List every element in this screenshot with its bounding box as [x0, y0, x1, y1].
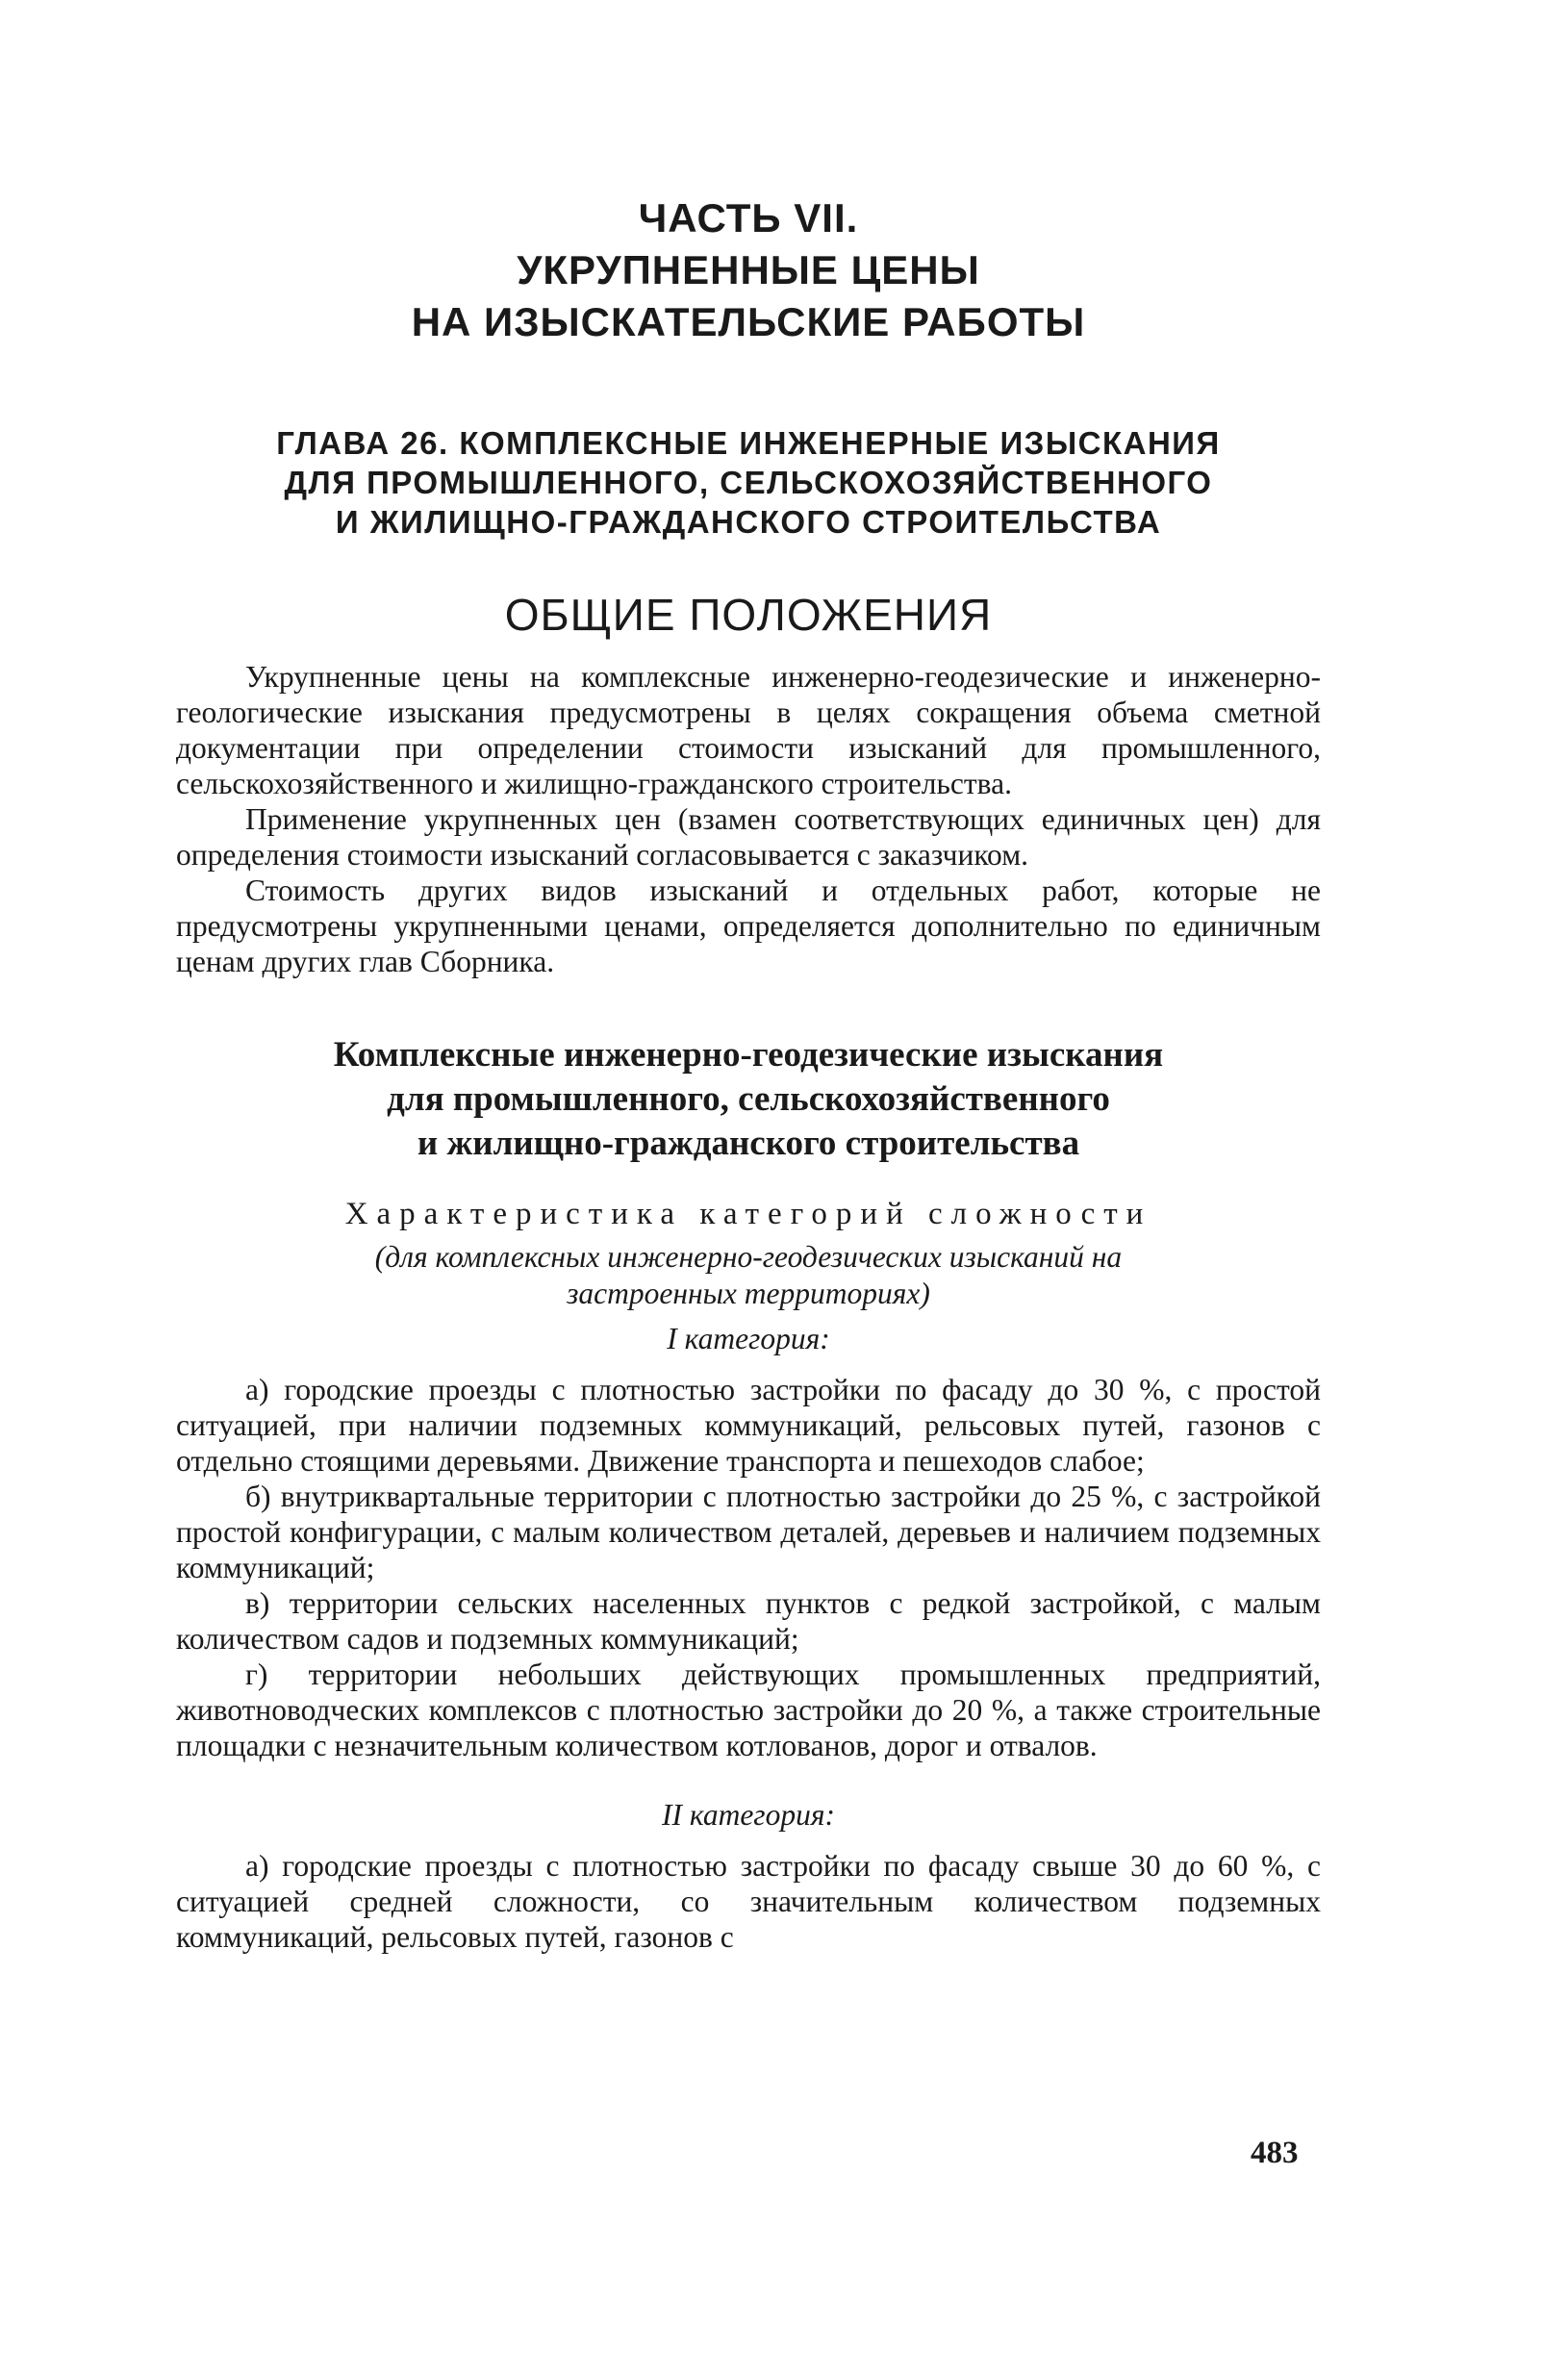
- category-item: в) территории сельских населенных пунктов с редкой застройкой, с малым количеством садов и подземных коммуникаций;: [176, 1586, 1321, 1656]
- chapter-heading-line: И ЖИЛИЩНО-ГРАЖДАНСКОГО СТРОИТЕЛЬСТВА: [335, 504, 1162, 540]
- section-heading-line: для промышленного, сельскохозяйственного: [387, 1079, 1110, 1119]
- characteristics-note-line: застроенных территориях): [567, 1277, 930, 1310]
- document-page: [176, 192, 1321, 1955]
- characteristics-note: [176, 1239, 1321, 1312]
- category-item: г) территории небольших действующих промышленных предприятий, животноводческих комплексов с плотностью застройки до 20 %, а также строительные площадки с незначительным количеством котлованов, дорог и отвалов.: [176, 1658, 1321, 1762]
- part-heading-line: НА ИЗЫСКАТЕЛЬСКИЕ РАБОТЫ: [411, 299, 1086, 344]
- paragraph: Применение укрупненных цен (взамен соответствующих единичных цен) для определения стоимости изысканий согласовывается с заказчиком.: [176, 802, 1321, 872]
- category-1-title: I категория:: [667, 1322, 830, 1355]
- category-item: б) внутриквартальные территории с плотностью застройки до 25 %, с застройкой простой конфигурации, с малым количеством деталей, деревьев и наличием подземных коммуникаций;: [176, 1480, 1321, 1584]
- page-number: 483: [1251, 2136, 1299, 2170]
- general-provisions-heading: ОБЩИЕ ПОЛОЖЕНИЯ: [504, 590, 993, 640]
- paragraph: Укрупненные цены на комплексные инженерно-геодезические и инженерно-геологические изыскания предусмотрены в целях сокращения объема сметной документации при определении стоимости изысканий для промышленного, сельскохозяйственного и жилищно-гражданского строительства.: [176, 660, 1321, 800]
- category-1-list: [176, 1372, 1321, 1763]
- chapter-heading-line: ДЛЯ ПРОМЫШЛЕННОГО, СЕЛЬСКОХОЗЯЙСТВЕННОГО: [284, 465, 1213, 500]
- paragraph: Стоимость других видов изысканий и отдельных работ, которые не предусмотрены укрупненными ценами, определяется дополнительно по единичным ценам других глав Сборника.: [176, 873, 1321, 978]
- general-provisions-body: [176, 659, 1321, 979]
- part-heading-line: УКРУПНЕННЫЕ ЦЕНЫ: [517, 247, 980, 292]
- category-2-title: II категория:: [662, 1798, 835, 1832]
- section-heading-line: и жилищно-гражданского строительства: [417, 1124, 1080, 1163]
- section-heading-line: Комплексные инженерно-геодезические изыскания: [333, 1035, 1164, 1075]
- part-heading: [176, 192, 1321, 348]
- category-item: а) городские проезды с плотностью застройки по фасаду свыше 30 до 60 %, с ситуацией средней сложности, со значительным количеством подземных коммуникаций, рельсовых путей, газонов с: [176, 1849, 1321, 1954]
- part-heading-line: ЧАСТЬ VII.: [638, 195, 859, 240]
- characteristics-note-line: (для комплексных инженерно-геодезических изысканий на: [374, 1240, 1123, 1274]
- characteristics-heading: Характеристика категорий сложности: [344, 1197, 1152, 1231]
- category-2-list: [176, 1848, 1321, 1955]
- section-heading: [176, 1033, 1321, 1166]
- chapter-heading: [176, 423, 1321, 542]
- chapter-heading-line: ГЛАВА 26. КОМПЛЕКСНЫЕ ИНЖЕНЕРНЫЕ ИЗЫСКАНИЯ: [276, 425, 1221, 461]
- category-item: а) городские проезды с плотностью застройки по фасаду до 30 %, с простой ситуацией, при наличии подземных коммуникаций, рельсовых путей, газонов с отдельно стоящими деревьями. Движение транспорта и пешеходов слабое;: [176, 1373, 1321, 1478]
